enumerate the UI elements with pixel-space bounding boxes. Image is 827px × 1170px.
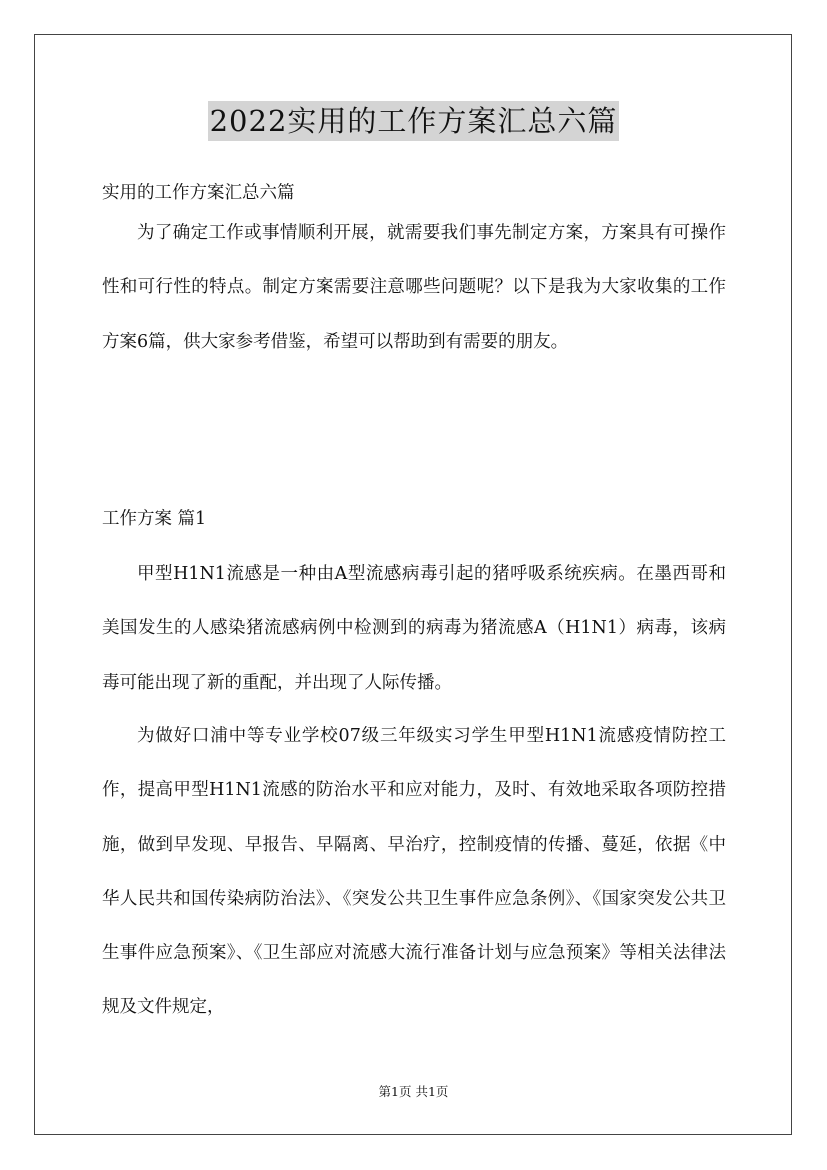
section-heading: 工作方案 篇1 [102,509,207,529]
title-container [0,101,827,141]
document-subtitle: 实用的工作方案汇总六篇 [102,183,295,203]
page-footer: 第1页 共1页 [378,1084,449,1099]
body-paragraph-1: 甲型H1N1流感是一种由A型流感病毒引起的猪呼吸系统疾病。在墨西哥和美国发生的人感染猪流感病例中检测到的病毒为猪流感A（H1N1）病毒，该病毒可能出现了新的重配，并出现了人际传播。 [102,564,726,693]
document-title: 2022实用的工作方案汇总六篇 [208,101,620,141]
body-paragraph-2: 为做好口浦中等专业学校07级三年级实习学生甲型H1N1流感疫情防控工作，提高甲型H1N1流感的防治水平和应对能力，及时、有效地采取各项防控措施，做到早发现、早报告、早隔离、早治疗，控制疫情的传播、蔓延，依据《中华人民共和国传染病防治法》、《突发公共卫生事件应急条例》、《国家突发公共卫生事件应急预案》、《卫生部应对流感大流行准备计划与应急预案》等相关法律法规及文件规定， [102,726,726,1018]
intro-paragraph: 为了确定工作或事情顺利开展，就需要我们事先制定方案，方案具有可操作性和可行性的特点。制定方案需要注意哪些问题呢？以下是我为大家收集的工作方案6篇，供大家参考借鉴，希望可以帮助到有需要的朋友。 [102,223,726,352]
